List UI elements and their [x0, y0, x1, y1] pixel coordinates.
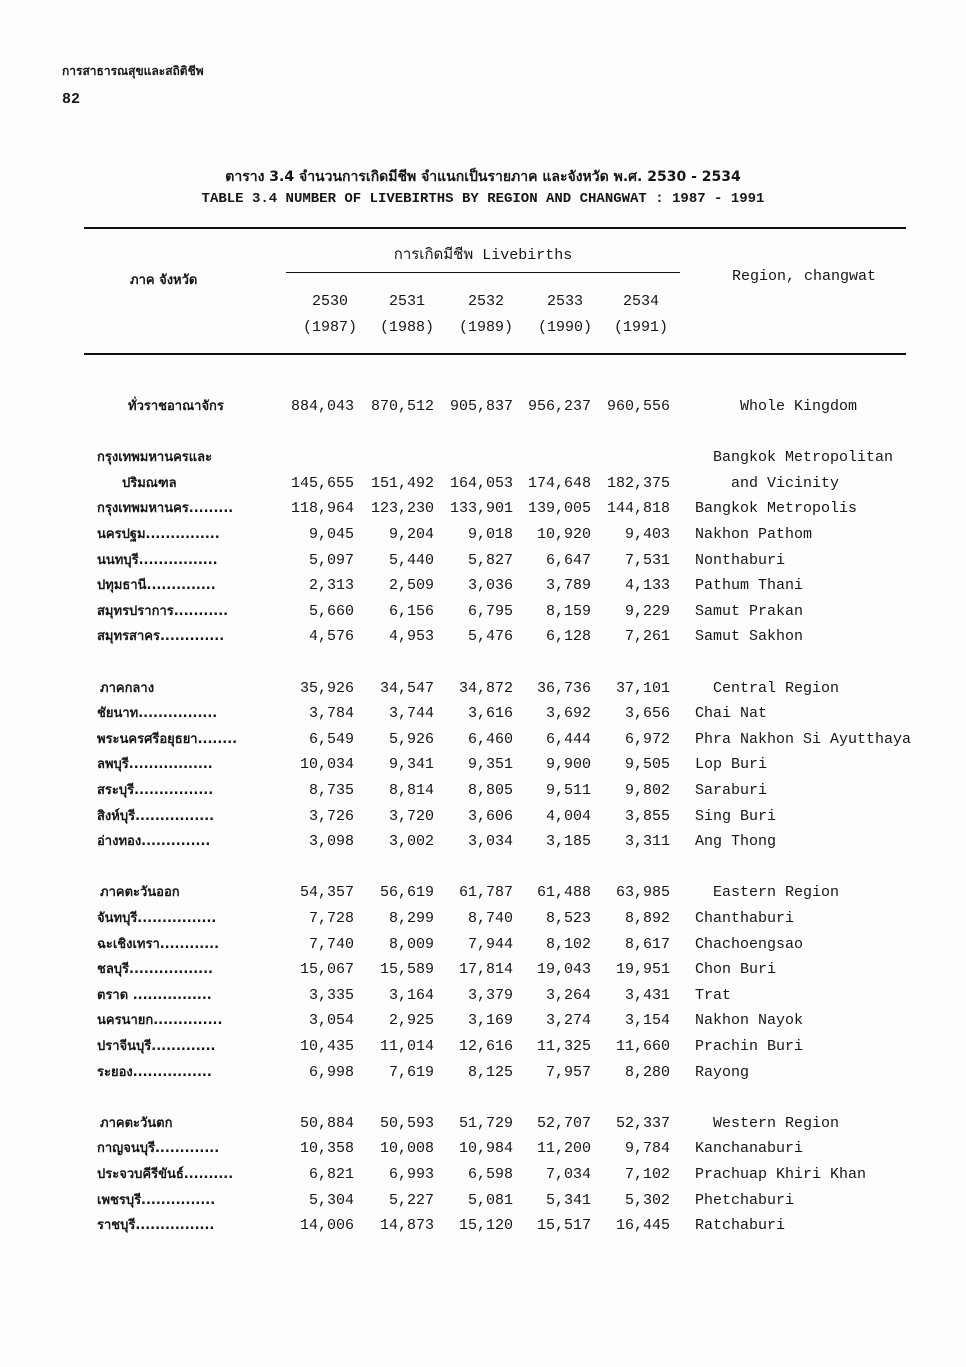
changwat-livebirths-value: 6,972 — [624, 730, 670, 748]
changwat-livebirths-value: 2,925 — [388, 1012, 434, 1030]
changwat-name-english: Ratchaburi — [695, 1217, 786, 1235]
region-livebirths-value: 51,729 — [458, 1114, 513, 1132]
changwat-name-thai: นนทบุรี................ — [97, 552, 218, 568]
changwat-name-english: Nakhon Nayok — [695, 1012, 804, 1030]
changwat-livebirths-value: 3,311 — [624, 833, 670, 851]
changwat-livebirths-value: 6,549 — [308, 730, 354, 748]
year-be-header: 2533 — [546, 293, 583, 310]
region-livebirths-value: 56,619 — [379, 884, 434, 902]
table-row — [0, 1162, 966, 1188]
changwat-livebirths-value: 15,067 — [299, 961, 354, 979]
changwat-livebirths-value: 3,379 — [467, 986, 513, 1004]
table-row — [0, 932, 966, 958]
changwat-livebirths-value: 14,873 — [379, 1217, 434, 1235]
changwat-livebirths-value: 3,789 — [545, 577, 591, 595]
region-livebirths-value: 63,985 — [615, 884, 670, 902]
changwat-name-english: Phetchaburi — [695, 1191, 795, 1209]
changwat-livebirths-value: 8,735 — [308, 782, 354, 799]
changwat-livebirths-value: 10,034 — [299, 756, 354, 774]
changwat-livebirths-value: 3,784 — [308, 705, 354, 723]
changwat-livebirths-value: 6,795 — [467, 602, 513, 620]
changwat-livebirths-value: 3,002 — [388, 833, 434, 851]
changwat-livebirths-value: 11,660 — [615, 1038, 670, 1055]
changwat-livebirths-value: 3,054 — [308, 1012, 354, 1030]
table-row — [0, 701, 966, 727]
table-row — [0, 727, 966, 753]
changwat-name-thai: นครปฐม............... — [97, 527, 220, 542]
changwat-livebirths-value: 7,619 — [388, 1063, 434, 1081]
region-total-row — [0, 676, 966, 702]
changwat-livebirths-value: 8,740 — [467, 910, 513, 927]
changwat-livebirths-value: 118,964 — [290, 500, 354, 518]
changwat-name-thai: ประจวบคีรีขันธ์.......... — [97, 1167, 234, 1182]
region-livebirths-value: 174,648 — [527, 474, 591, 492]
changwat-name-english: Prachuap Khiri Khan — [695, 1166, 867, 1183]
changwat-livebirths-value: 6,444 — [545, 730, 591, 748]
changwat-livebirths-value: 5,926 — [388, 730, 434, 748]
changwat-livebirths-value: 15,589 — [379, 961, 434, 979]
changwat-livebirths-value: 3,185 — [545, 833, 591, 851]
changwat-livebirths-value: 3,726 — [308, 807, 354, 825]
region-livebirths-value: 182,375 — [606, 474, 670, 492]
region-name-thai: ทั่วราชอาณาจักร — [128, 399, 224, 414]
region-livebirths-value: 52,337 — [615, 1114, 670, 1132]
region-name-thai: ภาคตะวันตก — [100, 1115, 173, 1131]
changwat-livebirths-value: 7,740 — [308, 935, 354, 953]
year-ce-header: (1990) — [537, 319, 592, 336]
changwat-name-english: Lop Buri — [695, 756, 768, 774]
changwat-livebirths-value: 9,511 — [545, 782, 591, 799]
table-row — [0, 1136, 966, 1162]
changwat-livebirths-value: 144,818 — [606, 500, 670, 518]
changwat-livebirths-value: 133,901 — [449, 500, 513, 518]
changwat-livebirths-value: 8,814 — [388, 782, 434, 799]
changwat-livebirths-value: 14,006 — [299, 1217, 354, 1235]
changwat-livebirths-value: 6,647 — [545, 551, 591, 569]
changwat-livebirths-value: 6,998 — [308, 1063, 354, 1081]
region-name-thai: ปริมณฑล — [122, 475, 177, 491]
region-livebirths-value: 960,556 — [606, 398, 670, 415]
region-name-english: Bangkok Metropolitan — [713, 449, 894, 467]
changwat-name-thai: สมุทรสาคร............. — [97, 629, 225, 645]
changwat-livebirths-value: 11,325 — [536, 1038, 591, 1055]
region-livebirths-value: 61,787 — [458, 884, 513, 902]
table-row — [0, 1008, 966, 1034]
table-row — [0, 1188, 966, 1214]
changwat-livebirths-value: 3,034 — [467, 833, 513, 851]
changwat-livebirths-value: 5,476 — [467, 628, 513, 646]
changwat-name-thai: พระนครศรีอยุธยา........ — [97, 731, 238, 747]
changwat-livebirths-value: 9,505 — [624, 756, 670, 774]
changwat-name-thai: ชัยนาท................ — [97, 706, 218, 722]
changwat-livebirths-value: 3,169 — [467, 1012, 513, 1030]
region-name-thai: ภาคกลาง — [100, 680, 155, 696]
region-livebirths-value: 61,488 — [536, 884, 591, 902]
changwat-livebirths-value: 9,341 — [388, 756, 434, 774]
changwat-livebirths-value: 6,993 — [388, 1166, 434, 1183]
table-row — [0, 829, 966, 855]
changwat-livebirths-value: 123,230 — [370, 500, 434, 518]
region-livebirths-value: 164,053 — [449, 474, 513, 492]
changwat-livebirths-value: 10,920 — [536, 526, 591, 543]
changwat-name-thai: สระบุรี................ — [97, 783, 214, 798]
changwat-livebirths-value: 5,440 — [388, 551, 434, 569]
changwat-name-thai: ปทุมธานี.............. — [97, 578, 216, 594]
changwat-livebirths-value: 9,403 — [624, 526, 670, 543]
changwat-livebirths-value: 15,120 — [458, 1217, 513, 1235]
changwat-name-english: Sing Buri — [695, 807, 777, 825]
region-livebirths-value: 35,926 — [299, 679, 354, 697]
changwat-name-thai: ระยอง................ — [97, 1064, 212, 1080]
region-label-row — [0, 445, 966, 471]
changwat-livebirths-value: 3,855 — [624, 807, 670, 825]
changwat-name-thai: ลพบุรี................. — [97, 757, 213, 773]
changwat-livebirths-value: 10,984 — [458, 1140, 513, 1158]
table-row — [0, 599, 966, 625]
region-name-thai: ภาคตะวันออก — [100, 885, 180, 901]
changwat-livebirths-value: 3,264 — [545, 986, 591, 1004]
changwat-livebirths-value: 139,005 — [527, 500, 591, 518]
changwat-name-english: Prachin Buri — [695, 1038, 804, 1055]
changwat-name-english: Chon Buri — [695, 961, 777, 979]
region-name-english: Central Region — [713, 679, 840, 697]
changwat-livebirths-value: 9,204 — [388, 526, 434, 543]
region-livebirths-value: 54,357 — [299, 884, 354, 902]
changwat-name-thai: ปราจีนบุรี............. — [97, 1039, 216, 1054]
table-row — [0, 573, 966, 599]
changwat-name-english: Phra Nakhon Si Ayutthaya — [695, 730, 912, 748]
region-livebirths-value: 36,736 — [536, 679, 591, 697]
header-bottom-rule — [84, 353, 906, 355]
changwat-name-thai: สมุทรปราการ........... — [97, 603, 229, 619]
changwat-livebirths-value: 10,008 — [379, 1140, 434, 1158]
changwat-livebirths-value: 7,261 — [624, 628, 670, 646]
changwat-livebirths-value: 5,097 — [308, 551, 354, 569]
region-livebirths-value: 870,512 — [370, 398, 434, 415]
region-livebirths-value: 50,884 — [299, 1114, 354, 1132]
changwat-livebirths-value: 7,957 — [545, 1063, 591, 1081]
changwat-livebirths-value: 11,200 — [536, 1140, 591, 1158]
changwat-livebirths-value: 8,102 — [545, 935, 591, 953]
changwat-livebirths-value: 3,720 — [388, 807, 434, 825]
table-row — [0, 496, 966, 522]
region-livebirths-value: 34,547 — [379, 679, 434, 697]
changwat-livebirths-value: 3,164 — [388, 986, 434, 1004]
changwat-livebirths-value: 6,821 — [308, 1166, 354, 1183]
table-row — [0, 983, 966, 1009]
region-livebirths-value: 52,707 — [536, 1114, 591, 1132]
changwat-livebirths-value: 2,313 — [308, 577, 354, 595]
changwat-livebirths-value: 8,159 — [545, 602, 591, 620]
changwat-livebirths-value: 16,445 — [615, 1217, 670, 1235]
year-be-header: 2534 — [622, 293, 659, 310]
changwat-livebirths-value: 3,154 — [624, 1012, 670, 1030]
changwat-livebirths-value: 9,784 — [624, 1140, 670, 1158]
changwat-livebirths-value: 6,128 — [545, 628, 591, 646]
changwat-livebirths-value: 7,102 — [624, 1166, 670, 1183]
changwat-name-english: Samut Prakan — [695, 602, 804, 620]
table-row — [0, 1060, 966, 1086]
changwat-name-thai: เพชรบุรี............... — [97, 1192, 216, 1208]
table-row — [0, 1213, 966, 1239]
region-livebirths-value: 37,101 — [615, 679, 670, 697]
changwat-livebirths-value: 9,229 — [624, 602, 670, 620]
table-row — [0, 804, 966, 830]
changwat-livebirths-value: 5,227 — [388, 1191, 434, 1209]
region-total-row — [0, 880, 966, 906]
changwat-name-english: Chanthaburi — [695, 910, 795, 927]
changwat-livebirths-value: 3,606 — [467, 807, 513, 825]
changwat-livebirths-value: 6,156 — [388, 602, 434, 620]
changwat-name-thai: อ่างทอง.............. — [97, 834, 211, 850]
changwat-livebirths-value: 5,827 — [467, 551, 513, 569]
table-title-english: TABLE 3.4 NUMBER OF LIVEBIRTHS BY REGION AND CHANGWAT : 1987 - 1991 — [201, 191, 765, 207]
changwat-livebirths-value: 19,951 — [615, 961, 670, 979]
year-be-header: 2530 — [311, 293, 348, 310]
changwat-livebirths-value: 11,014 — [379, 1038, 434, 1055]
year-ce-header: (1988) — [379, 319, 434, 336]
changwat-livebirths-value: 8,299 — [388, 910, 434, 927]
changwat-livebirths-value: 4,004 — [545, 807, 591, 825]
changwat-livebirths-value: 9,802 — [624, 782, 670, 799]
changwat-livebirths-value: 19,043 — [536, 961, 591, 979]
changwat-livebirths-value: 7,728 — [308, 910, 354, 927]
changwat-name-english: Pathum Thani — [695, 577, 804, 595]
changwat-livebirths-value: 3,274 — [545, 1012, 591, 1030]
changwat-name-english: Bangkok Metropolis — [695, 500, 858, 518]
region-name-english: Eastern Region — [713, 884, 840, 902]
changwat-name-english: Nakhon Pathom — [695, 526, 813, 543]
changwat-name-thai: ฉะเชิงเทรา............ — [97, 936, 220, 952]
changwat-livebirths-value: 4,133 — [624, 577, 670, 595]
table-row — [0, 548, 966, 574]
table-row — [0, 906, 966, 932]
changwat-livebirths-value: 6,460 — [467, 730, 513, 748]
stub-header: ภาค จังหวัด — [130, 273, 198, 288]
changwat-livebirths-value: 5,302 — [624, 1191, 670, 1209]
changwat-livebirths-value: 3,036 — [467, 577, 513, 595]
changwat-livebirths-value: 3,744 — [388, 705, 434, 723]
changwat-livebirths-value: 3,656 — [624, 705, 670, 723]
changwat-livebirths-value: 17,814 — [458, 961, 513, 979]
table-row — [0, 752, 966, 778]
region-name-english: Whole Kingdom — [740, 398, 858, 415]
changwat-name-thai: กาญจนบุรี............. — [97, 1141, 220, 1157]
changwat-livebirths-value: 8,125 — [467, 1063, 513, 1081]
region-livebirths-value: 145,655 — [290, 474, 354, 492]
changwat-livebirths-value: 8,523 — [545, 910, 591, 927]
page-number: 82 — [62, 91, 81, 108]
changwat-livebirths-value: 6,598 — [467, 1166, 513, 1183]
changwat-livebirths-value: 2,509 — [388, 577, 434, 595]
changwat-livebirths-value: 5,341 — [545, 1191, 591, 1209]
changwat-livebirths-value: 4,953 — [388, 628, 434, 646]
header-top-rule — [84, 227, 906, 229]
year-be-header: 2532 — [467, 293, 504, 310]
region-total-row — [0, 1111, 966, 1137]
table-row — [0, 1034, 966, 1060]
region-total-row — [0, 471, 966, 497]
changwat-name-english: Nonthaburi — [695, 551, 786, 569]
year-ce-header: (1991) — [613, 319, 668, 336]
table-row — [0, 522, 966, 548]
changwat-name-thai: นครนายก.............. — [97, 1013, 223, 1029]
changwat-livebirths-value: 12,616 — [458, 1038, 513, 1055]
table-title-thai: ตาราง 3.4 จำนวนการเกิดมีชีพ จำแนกเป็นรายภาค และจังหวัด พ.ศ. 2530 - 2534 — [225, 169, 741, 185]
changwat-livebirths-value: 9,045 — [308, 526, 354, 543]
changwat-livebirths-value: 3,616 — [467, 705, 513, 723]
region-name-thai: กรุงเทพมหานครและ — [97, 450, 213, 466]
changwat-name-english: Saraburi — [695, 782, 768, 799]
changwat-livebirths-value: 5,304 — [308, 1191, 354, 1209]
changwat-name-english: Chachoengsao — [695, 935, 804, 953]
region-changwat-header: Region, changwat — [732, 268, 877, 285]
changwat-name-thai: ชลบุรี................. — [97, 962, 213, 978]
changwat-livebirths-value: 7,944 — [467, 935, 513, 953]
changwat-livebirths-value: 9,018 — [467, 526, 513, 543]
region-livebirths-value: 956,237 — [527, 398, 591, 415]
changwat-livebirths-value: 7,034 — [545, 1166, 591, 1183]
changwat-livebirths-value: 3,335 — [308, 986, 354, 1004]
changwat-livebirths-value: 5,660 — [308, 602, 354, 620]
changwat-name-thai: สิงห์บุรี................ — [97, 808, 215, 824]
changwat-name-english: Trat — [695, 986, 732, 1004]
changwat-livebirths-value: 15,517 — [536, 1217, 591, 1235]
table-row — [0, 957, 966, 983]
changwat-name-thai: ตราด ................ — [97, 987, 212, 1003]
changwat-livebirths-value: 3,692 — [545, 705, 591, 723]
changwat-livebirths-value: 9,900 — [545, 756, 591, 774]
changwat-name-thai: กรุงเทพมหานคร......... — [97, 501, 234, 517]
changwat-name-english: Ang Thong — [695, 833, 777, 851]
changwat-name-english: Chai Nat — [695, 705, 768, 723]
region-name-english: Western Region — [713, 1114, 840, 1132]
region-livebirths-value: 34,872 — [458, 679, 513, 697]
changwat-livebirths-value: 8,617 — [624, 935, 670, 953]
year-ce-header: (1989) — [458, 319, 513, 336]
region-total-row — [0, 394, 966, 420]
region-livebirths-value: 905,837 — [449, 398, 513, 415]
changwat-livebirths-value: 3,098 — [308, 833, 354, 851]
livebirths-header: การเกิดมีชีพ Livebirths — [393, 247, 573, 264]
table-row — [0, 778, 966, 804]
changwat-livebirths-value: 7,531 — [624, 551, 670, 569]
changwat-name-english: Rayong — [695, 1063, 750, 1081]
changwat-livebirths-value: 8,892 — [624, 910, 670, 927]
changwat-livebirths-value: 10,358 — [299, 1140, 354, 1158]
changwat-name-thai: ราชบุรี................ — [97, 1218, 215, 1234]
changwat-name-english: Kanchanaburi — [695, 1140, 804, 1158]
changwat-livebirths-value: 10,435 — [299, 1038, 354, 1055]
livebirths-underline — [286, 272, 680, 273]
changwat-livebirths-value: 8,009 — [388, 935, 434, 953]
region-name-english: and Vicinity — [731, 474, 840, 492]
region-livebirths-value: 151,492 — [370, 474, 434, 492]
table-row — [0, 624, 966, 650]
changwat-name-thai: จันทบุรี................ — [97, 911, 217, 926]
changwat-livebirths-value: 9,351 — [467, 756, 513, 774]
year-be-header: 2531 — [388, 293, 425, 310]
region-livebirths-value: 884,043 — [290, 398, 354, 415]
year-ce-header: (1987) — [302, 319, 357, 336]
changwat-name-english: Samut Sakhon — [695, 628, 804, 646]
changwat-livebirths-value: 3,431 — [624, 986, 670, 1004]
region-livebirths-value: 50,593 — [379, 1114, 434, 1132]
changwat-livebirths-value: 5,081 — [467, 1191, 513, 1209]
running-header: การสาธารณสุขและสถิติชีพ — [62, 64, 204, 78]
changwat-livebirths-value: 4,576 — [308, 628, 354, 646]
changwat-livebirths-value: 8,280 — [624, 1063, 670, 1081]
changwat-livebirths-value: 8,805 — [467, 782, 513, 799]
